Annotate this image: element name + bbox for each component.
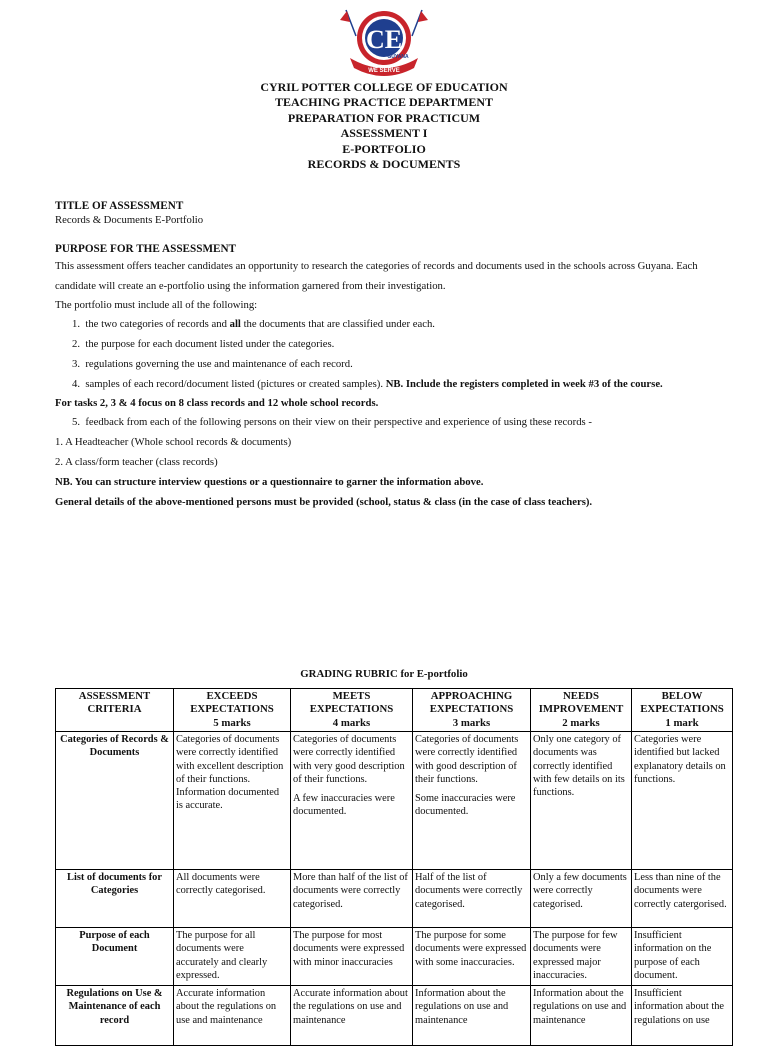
rubric-cell: Only one category of documents was correctly identified with few details on its functions. xyxy=(531,732,632,870)
nb-note-1: NB. You can structure interview questions or a questionnaire to garner the information above. xyxy=(55,476,484,488)
header-approaching: APPROACHING EXPECTATIONS 3 marks xyxy=(413,689,531,732)
rubric-row-list xyxy=(56,870,733,928)
portfolio-intro: The portfolio must include all of the following: xyxy=(55,299,258,311)
header-below: BELOW EXPECTATIONS 1 mark xyxy=(632,689,733,732)
list-item-4: 4. samples of each record/document listed (pictures or created samples). NB. Include the registers completed in week #3 of the course. xyxy=(72,378,663,390)
college-crest-icon xyxy=(338,6,430,78)
rubric-cell: Categories of documents were correctly identified with very good description of their functions. A few inaccuracies were documented. xyxy=(291,732,413,870)
header-exceeds: EXCEEDS EXPECTATIONS 5 marks xyxy=(174,689,291,732)
heading-line-2: TEACHING PRACTICE DEPARTMENT xyxy=(274,95,494,110)
rubric-cell: More than half of the list of documents were correctly categorised. xyxy=(291,870,413,928)
rubric-cell: The purpose for most documents were expressed with minor inaccuracies xyxy=(291,928,413,986)
person-1: 1. A Headteacher (Whole school records & documents) xyxy=(55,436,292,448)
title-section xyxy=(55,199,715,228)
document-heading xyxy=(0,80,768,172)
rubric-cell: Information about the regulations on use and maintenance xyxy=(413,986,531,1046)
purpose-section xyxy=(55,242,715,512)
rubric-cell: Categories of documents were correctly identified with good description of their functions. Some inaccuracies were documented. xyxy=(413,732,531,870)
rubric-cell: Insufficient information about the regulations on use xyxy=(632,986,733,1046)
rubric-cell: Accurate information about the regulations on use and maintenance xyxy=(291,986,413,1046)
rubric-row-categories xyxy=(56,732,733,870)
list-item-3: 3. regulations governing the use and maintenance of each record. xyxy=(72,358,353,370)
criteria-cell: Categories of Records & Documents xyxy=(56,732,174,870)
title-heading: TITLE OF ASSESSMENT xyxy=(55,200,184,212)
rubric-cell: Categories of documents were correctly identified with excellent description of their functions. Information documented is accurate. xyxy=(174,732,291,870)
heading-line-3: PREPARATION FOR PRACTICUM xyxy=(287,110,481,125)
rubric-cell: All documents were correctly categorised. xyxy=(174,870,291,928)
logo-motto: WE SERVE xyxy=(368,68,400,74)
rubric-cell: Only a few documents were correctly categorised. xyxy=(531,870,632,928)
heading-line-1: CYRIL POTTER COLLEGE OF EDUCATION xyxy=(260,80,508,94)
heading-line-5: E-PORTFOLIO xyxy=(342,141,426,156)
list-item-5: 5. feedback from each of the following persons on their view on their perspective and experience of using these records - xyxy=(72,416,592,428)
rubric-cell: The purpose for few documents were expressed major inaccuracies. xyxy=(531,928,632,986)
rubric-cell: The purpose for some documents were expressed with some inaccuracies. xyxy=(413,928,531,986)
logo-country: GUYANA xyxy=(387,54,409,60)
rubric-row-purpose xyxy=(56,928,733,986)
criteria-cell: Purpose of each Document xyxy=(56,928,174,986)
nb-note-2: General details of the above-mentioned persons must be provided (school, status & class (in the case of class teachers). xyxy=(55,496,593,508)
header-needs-improvement: NEEDS IMPROVEMENT 2 marks xyxy=(531,689,632,732)
heading-line-4: ASSESSMENT I xyxy=(340,126,428,141)
criteria-cell: Regulations on Use & Maintenance of each record xyxy=(56,986,174,1046)
rubric-cell: Less than nine of the documents were correctly catergorised. xyxy=(632,870,733,928)
heading-line-6: RECORDS & DOCUMENTS xyxy=(307,157,461,172)
rubric-cell: Insufficient information on the purpose of each document. xyxy=(632,928,733,986)
criteria-cell: List of documents for Categories xyxy=(56,870,174,928)
list-item-1: 1. the two categories of records and all the documents that are classified under each. xyxy=(72,318,435,330)
list-item-2: 2. the purpose for each document listed under the categories. xyxy=(72,338,335,350)
logo-letters: CE xyxy=(365,25,403,54)
rubric-cell: Accurate information about the regulations on use and maintenance xyxy=(174,986,291,1046)
purpose-heading: PURPOSE FOR THE ASSESSMENT xyxy=(55,243,237,255)
rubric-header-row xyxy=(56,689,733,732)
person-2: 2. A class/form teacher (class records) xyxy=(55,456,218,468)
rubric-row-regulations xyxy=(56,986,733,1046)
rubric-cell: Information about the regulations on use and maintenance xyxy=(531,986,632,1046)
header-meets: MEETS EXPECTATIONS 4 marks xyxy=(291,689,413,732)
header-criteria: ASSESSMENT CRITERIA xyxy=(56,689,174,732)
rubric-cell: Categories were identified but lacked explanatory details on functions. xyxy=(632,732,733,870)
rubric-cell: Half of the list of documents were correctly categorised. xyxy=(413,870,531,928)
grading-rubric-table xyxy=(55,688,733,1046)
college-logo xyxy=(338,6,430,78)
rubric-cell: The purpose for all documents were accurately and clearly expressed. xyxy=(174,928,291,986)
title-text: Records & Documents E-Portfolio xyxy=(55,214,204,226)
focus-note: For tasks 2, 3 & 4 focus on 8 class records and 12 whole school records. xyxy=(55,397,379,409)
purpose-paragraph: This assessment offers teacher candidates an opportunity to research the categories of records and documents used in the schools across Guyana. Each candidate will create an e-portfolio using the information garnered from their investigation. xyxy=(55,260,698,292)
rubric-title: GRADING RUBRIC for E-portfolio xyxy=(300,668,468,680)
